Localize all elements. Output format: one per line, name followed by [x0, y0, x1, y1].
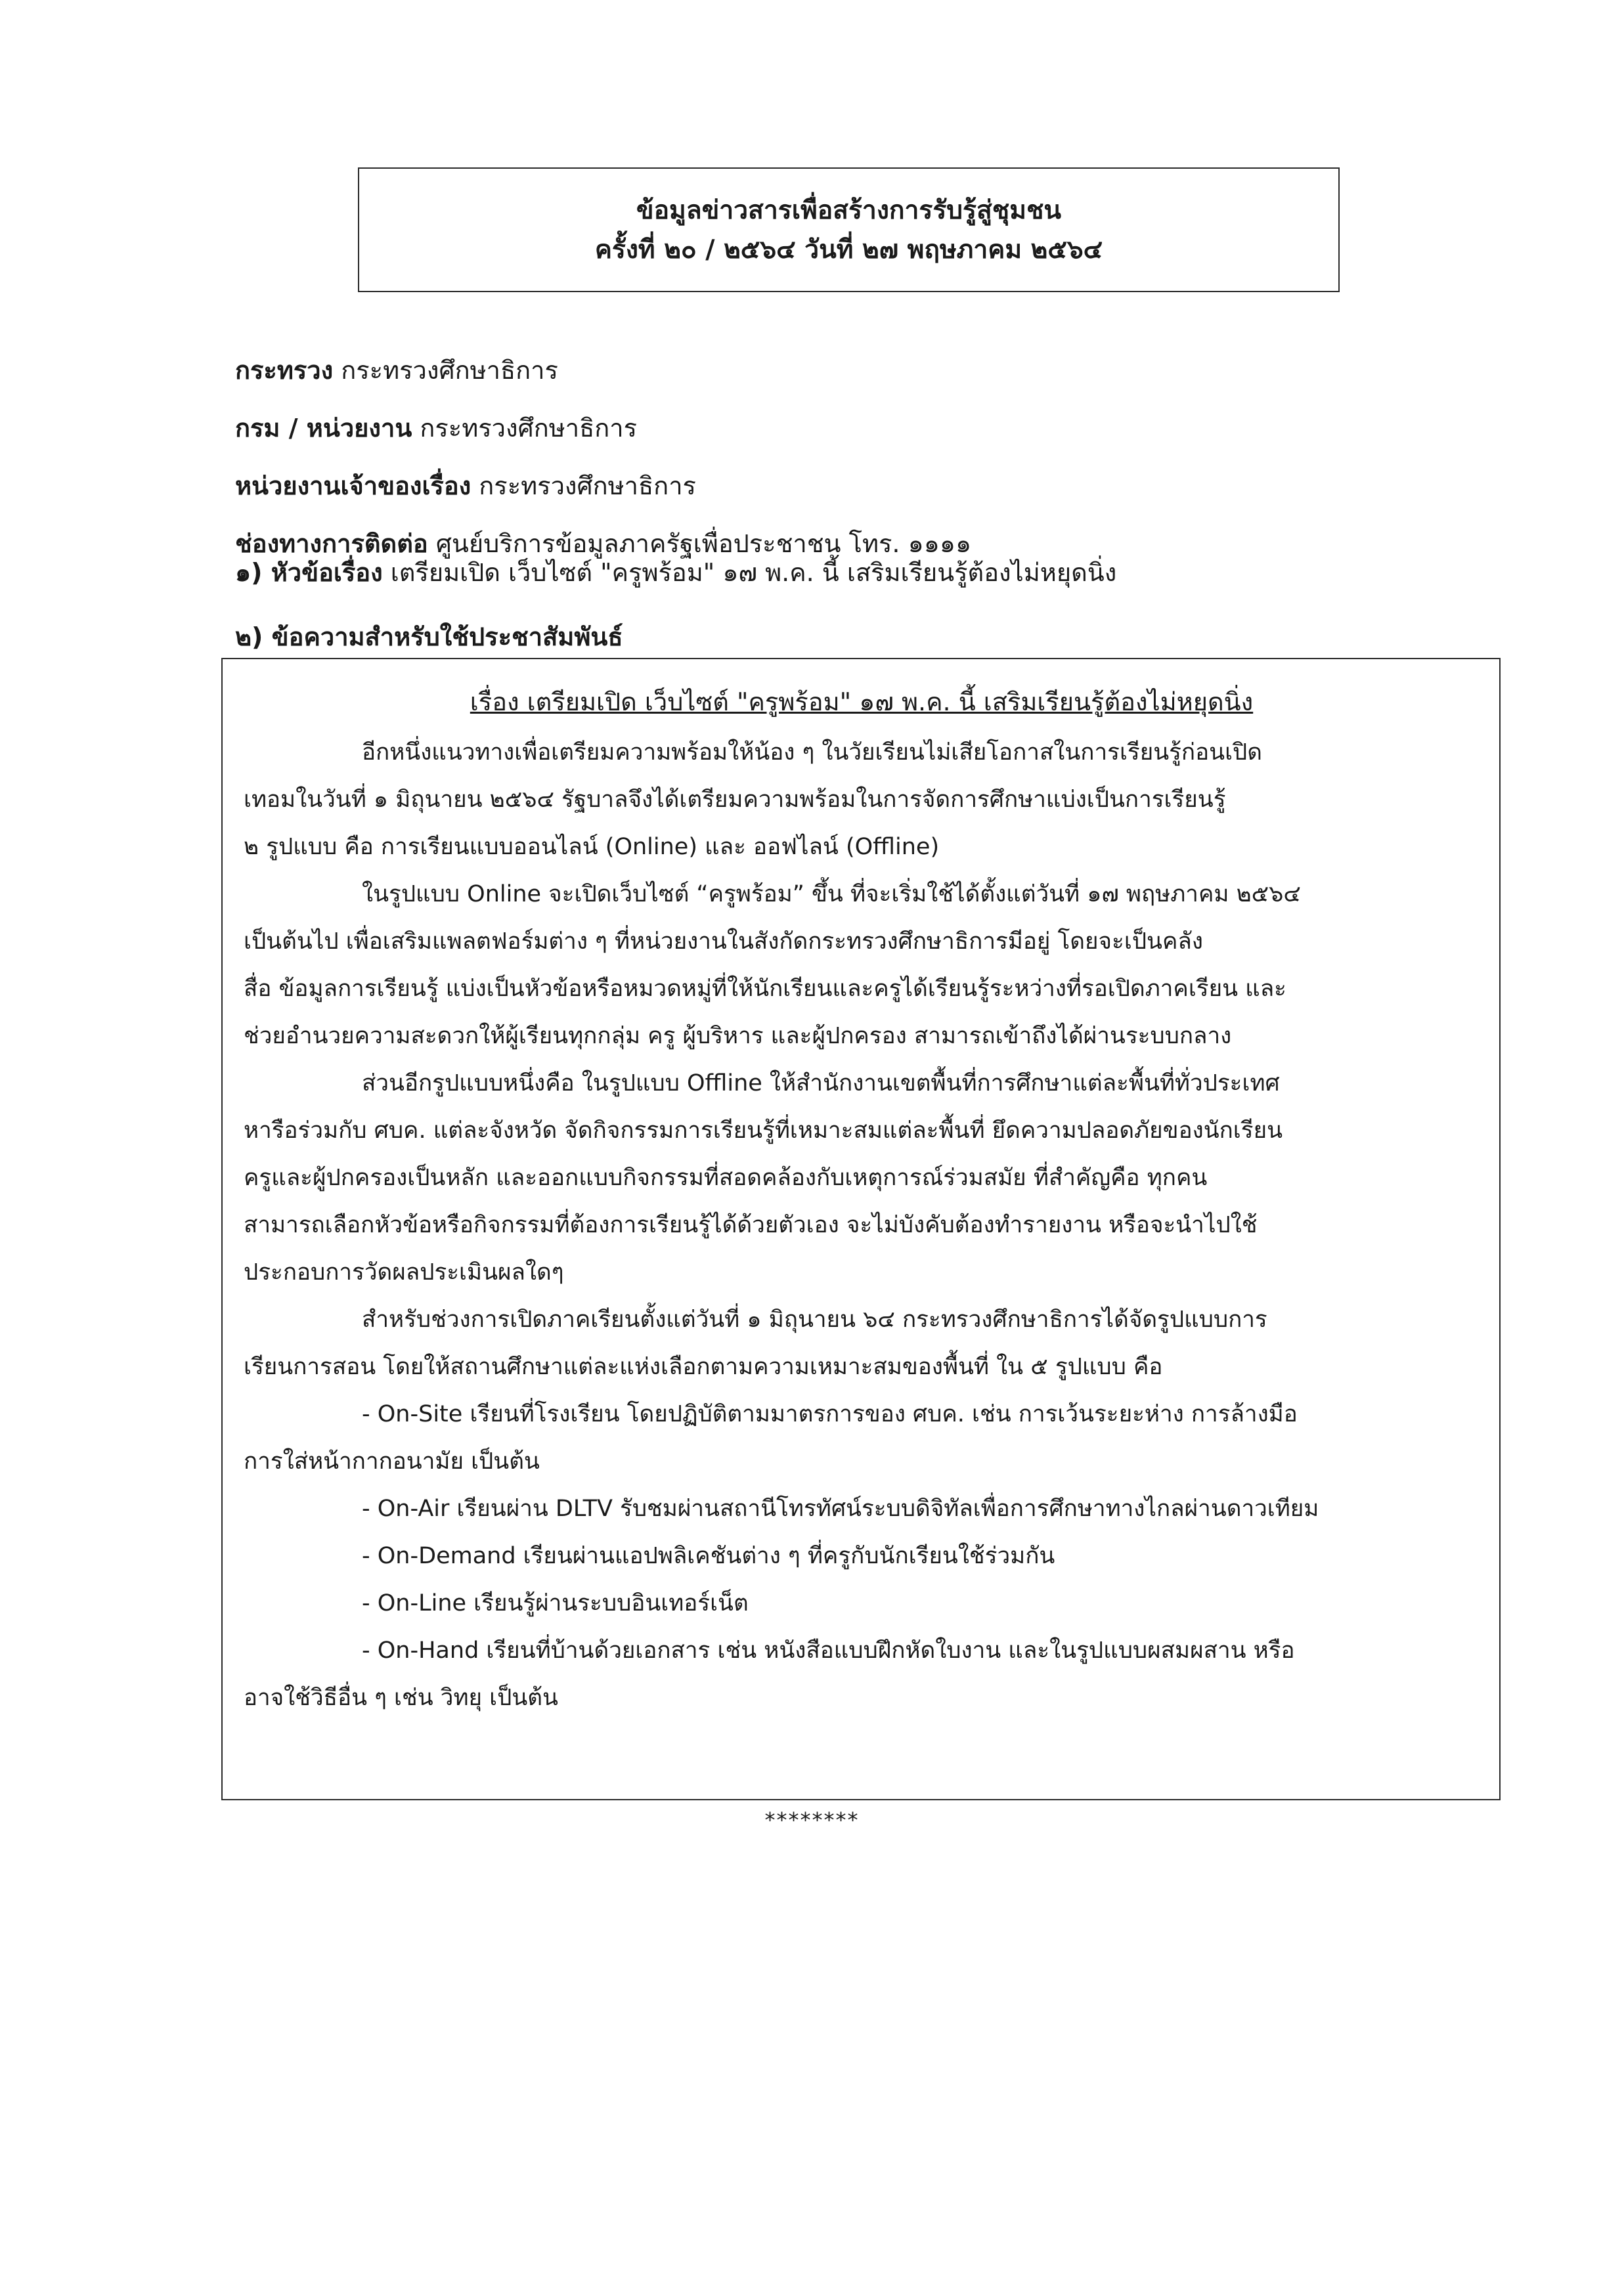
meta-ministry — [235, 341, 1483, 399]
section-topic — [235, 546, 1116, 599]
body-line: หารือร่วมกับ ศบค. แต่ละจังหวัด จัดกิจกรรมการเรียนรู้ที่เหมาะสมแต่ละพื้นที่ ยึดความปลอดภัยของนักเรียน — [244, 1117, 1283, 1144]
body-line: อาจใช้วิธีอื่น ๆ เช่น วิทยุ เป็นต้น — [244, 1685, 558, 1711]
body-line: ๒ รูปแบบ คือ การเรียนแบบออนไลน์ (Online) และ ออฟไลน์ (Offline) — [244, 834, 940, 860]
meta-contact-value: ศูนย์บริการข้อมูลภาครัฐเพื่อประชาชน โทร. ๑๑๑๑ — [428, 529, 972, 558]
body-line: สื่อ ข้อมูลการเรียนรู้ แบ่งเป็นหัวข้อหรือหมวดหมู่ที่ให้นักเรียนและครูได้เรียนรู้ระหว่างที่รอเปิดภาคเรียน และ — [244, 976, 1286, 1002]
pr-message-box — [221, 658, 1501, 1800]
meta-owner-label: หน่วยงานเจ้าของเรื่อง — [235, 471, 472, 500]
body-line: ประกอบการวัดผลประเมินผลใดๆ — [244, 1259, 564, 1286]
meta-department-value: กระทรวงศึกษาธิการ — [412, 414, 638, 443]
meta-ministry-label: กระทรวง — [235, 356, 334, 385]
body-line: เป็นต้นไป เพื่อเสริมแพลตฟอร์มต่าง ๆ ที่หน่วยงานในสังกัดกระทรวงศึกษาธิการมีอยู่ โดยจะเป็นคลัง — [244, 928, 1203, 955]
bullet-on-line: - On-Line เรียนรู้ผ่านระบบอินเทอร์เน็ต — [362, 1590, 749, 1616]
meta-contact-label: ช่องทางการติดต่อ — [235, 529, 428, 558]
body-line: เรียนการสอน โดยให้สถานศึกษาแต่ละแห่งเลือกตามความเหมาะสมของพื้นที่ ใน ๕ รูปแบบ คือ — [244, 1354, 1163, 1380]
body-line: สามารถเลือกหัวข้อหรือกิจกรรมที่ต้องการเรียนรู้ได้ด้วยตัวเอง จะไม่บังคับต้องทำรายงาน หรือจะนำไปใช้ — [244, 1212, 1258, 1238]
bullet-on-demand: - On-Demand เรียนผ่านแอปพลิเคชันต่าง ๆ ที่ครูกับนักเรียนใช้ร่วมกัน — [362, 1543, 1055, 1569]
meta-owner — [235, 457, 1483, 515]
meta-department — [235, 399, 1483, 457]
header-title: ข้อมูลข่าวสารเพื่อสร้างการรับรู้สู่ชุมชน — [636, 196, 1062, 225]
body-line: ในรูปแบบ Online จะเปิดเว็บไซต์ “ครูพร้อม” ขึ้น ที่จะเริ่มใช้ได้ตั้งแต่วันที่ ๑๗ พฤษภาคม ๒๕๖๔ — [362, 881, 1301, 907]
section-topic-label: ๑) หัวข้อเรื่อง — [235, 558, 383, 587]
body-line: อีกหนึ่งแนวทางเพื่อเตรียมความพร้อมให้น้อง ๆ ในวัยเรียนไม่เสียโอกาสในการเรียนรู้ก่อนเปิด — [362, 739, 1262, 766]
meta-block — [235, 341, 1483, 573]
body-line: ครูและผู้ปกครองเป็นหลัก และออกแบบกิจกรรมที่สอดคล้องกับเหตุการณ์ร่วมสมัย ที่สำคัญคือ ทุกคน — [244, 1165, 1208, 1191]
body-line: การใส่หน้ากากอนามัย เป็นต้น — [244, 1448, 540, 1475]
header-issue-date: ครั้งที่ ๒๐ / ๒๕๖๔ วันที่ ๒๗ พฤษภาคม ๒๕๖๔ — [594, 235, 1103, 265]
bullet-on-air: - On-Air เรียนผ่าน DLTV รับชมผ่านสถานีโทรทัศน์ระบบดิจิทัลเพื่อการศึกษาทางไกลผ่านดาวเทียม — [362, 1496, 1319, 1522]
end-marker: ******** — [764, 1808, 860, 1832]
meta-department-label: กรม / หน่วยงาน — [235, 414, 412, 443]
body-line: เทอมในวันที่ ๑ มิถุนายน ๒๕๖๔ รัฐบาลจึงได้เตรียมความพร้อมในการจัดการศึกษาแบ่งเป็นการเรียนรู้ — [244, 787, 1226, 813]
pr-message-body — [244, 729, 1480, 1722]
bullet-on-hand: - On-Hand เรียนที่บ้านด้วยเอกสาร เช่น หนังสือแบบฝึกหัดใบงาน และในรูปแบบผสมผสาน หรือ — [362, 1637, 1295, 1664]
header-box — [358, 167, 1340, 292]
body-line: สำหรับช่วงการเปิดภาคเรียนตั้งแต่วันที่ ๑ มิถุนายน ๖๔ กระทรวงศึกษาธิการได้จัดรูปแบบการ — [362, 1307, 1267, 1333]
section-pr-message-label: ๒) ข้อความสำหรับใช้ประชาสัมพันธ์ — [235, 622, 623, 651]
bullet-on-site: - On-Site เรียนที่โรงเรียน โดยปฏิบัติตามมาตรการของ ศบค. เช่น การเว้นระยะห่าง การล้างมือ — [362, 1401, 1298, 1427]
meta-ministry-value: กระทรวงศึกษาธิการ — [333, 356, 558, 385]
section-topic-value: เตรียมเปิด เว็บไซต์ "ครูพร้อม" ๑๗ พ.ค. นี้ เสริมเรียนรู้ต้องไม่หยุดนิ่ง — [382, 558, 1117, 587]
body-line: ช่วยอำนวยความสะดวกให้ผู้เรียนทุกกลุ่ม ครู ผู้บริหาร และผู้ปกครอง สามารถเข้าถึงได้ผ่านระบบกลาง — [244, 1023, 1232, 1049]
body-line: ส่วนอีกรูปแบบหนึ่งคือ ในรูปแบบ Offline ให้สำนักงานเขตพื้นที่การศึกษาแต่ละพื้นที่ทั่วประเทศ — [362, 1070, 1280, 1096]
pr-message-title: เรื่อง เตรียมเปิด เว็บไซต์ "ครูพร้อม" ๑๗ พ.ค. นี้ เสริมเรียนรู้ต้องไม่หยุดนิ่ง — [470, 687, 1254, 716]
meta-owner-value: กระทรวงศึกษาธิการ — [471, 471, 696, 500]
